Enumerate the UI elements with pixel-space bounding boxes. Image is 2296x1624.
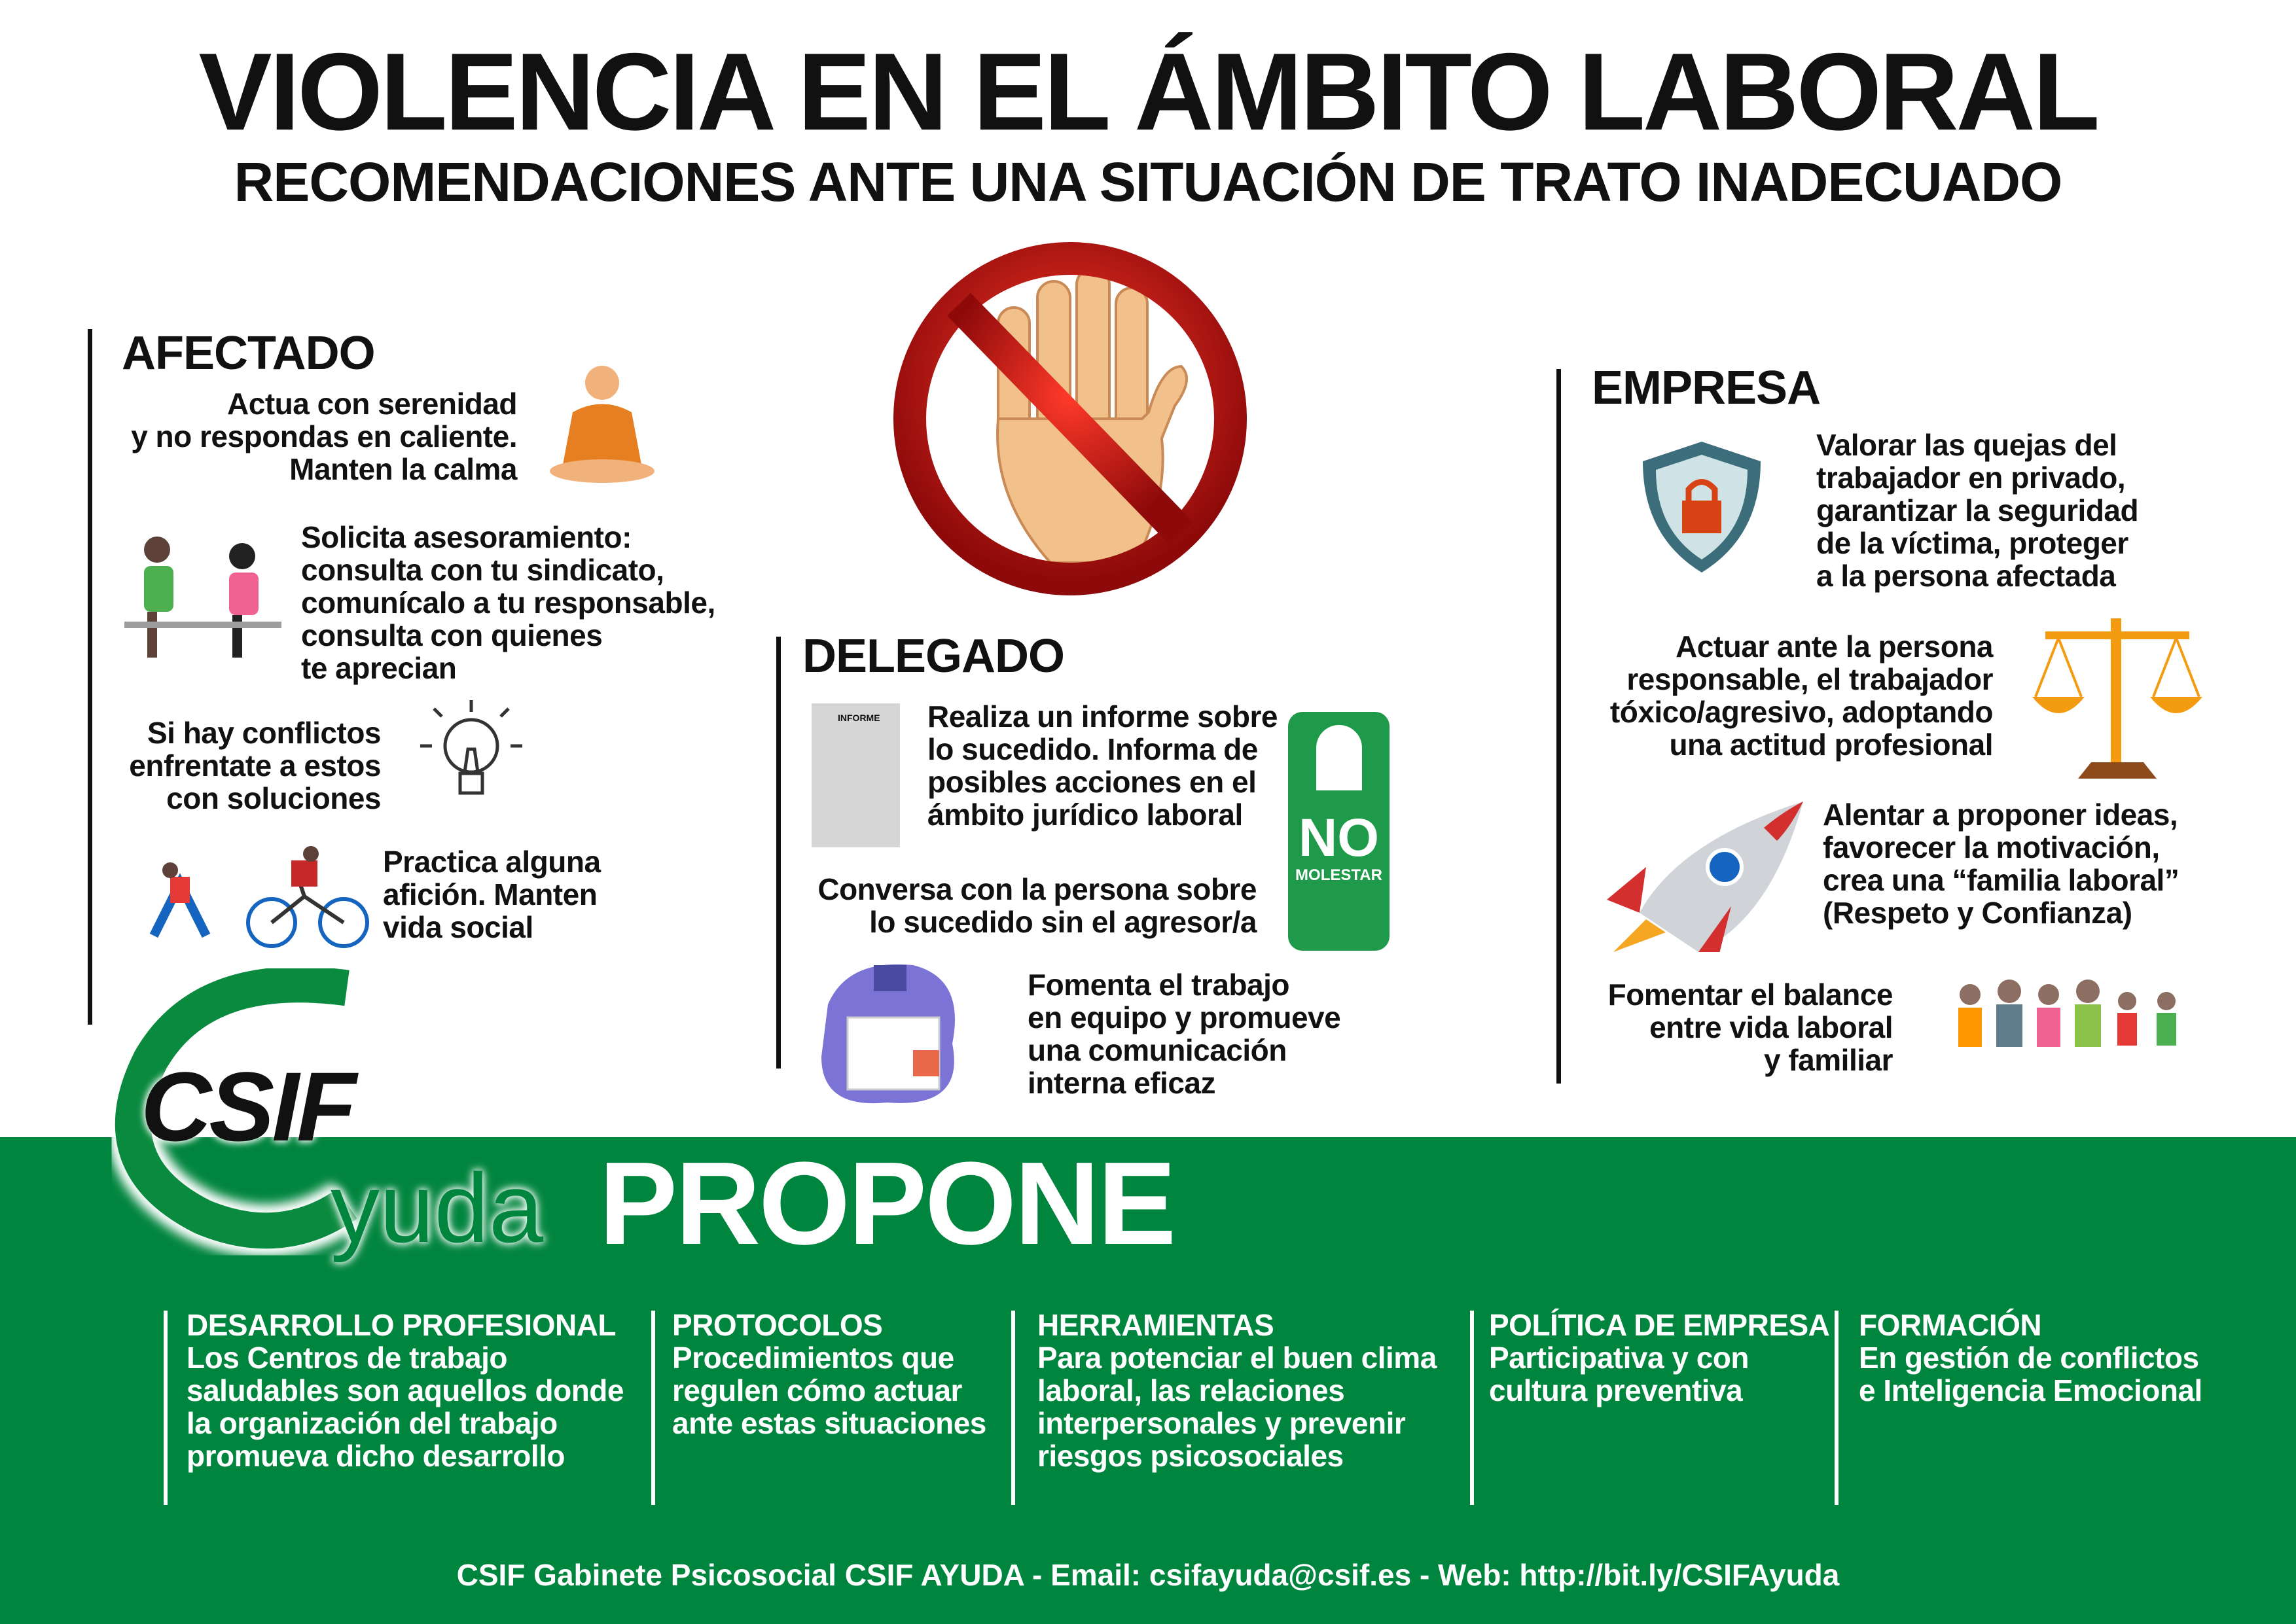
lightbulb-icon (416, 694, 527, 818)
proposal-politica (1489, 1309, 1829, 1407)
ayuda-logo-text: yuda (331, 1153, 544, 1263)
sport-icon (141, 844, 376, 949)
empresa-item-text: Alentar a proponer ideas, favorecer la motivación, crea una “familia laboral” (Respeto y Confianza) (1823, 798, 2179, 930)
family-icon (1950, 975, 2186, 1073)
shield-lock-icon (1636, 438, 1767, 576)
report-icon (812, 703, 900, 847)
empresa-heading: EMPRESA (1592, 362, 1821, 414)
proposal-title: PROTOCOLOS (672, 1308, 883, 1342)
csif-logo-text: CSIF (141, 1051, 354, 1161)
page-title: VIOLENCIA EN EL ÁMBITO LABORAL (198, 30, 2098, 153)
footer-contact: CSIF Gabinete Psicosocial CSIF AYUDA - Email: csifayuda@csif.es - Web: http://bit.ly/CSIFAyuda (456, 1558, 1840, 1592)
delegado-heading: DELEGADO (802, 630, 1065, 682)
proposal-title: DESARROLLO PROFESIONAL (187, 1308, 617, 1342)
afectado-item-text: Si hay conflictos enfrentate a estos con soluciones (129, 716, 381, 815)
afectado-item-text: Practica alguna afición. Manten vida social (383, 845, 601, 944)
empresa-item-text: Fomentar el balance entre vida laboral y familiar (1607, 978, 1893, 1077)
proposal-divider (164, 1311, 168, 1505)
proposal-title: POLÍTICA DE EMPRESA (1489, 1308, 1830, 1342)
meditation-icon (547, 360, 658, 491)
proposal-protocolos (672, 1309, 986, 1439)
proposal-text: Participativa y con cultura preventiva (1489, 1341, 1749, 1407)
stop-hand-icon (887, 222, 1253, 615)
afectado-divider (88, 329, 92, 1025)
door-hanger-molestar: MOLESTAR (1295, 866, 1382, 884)
proposal-title: FORMACIÓN (1859, 1308, 2042, 1342)
proposal-divider (651, 1311, 655, 1505)
delegado-item-text: Fomenta el trabajo en equipo y promueve una comunicación interna eficaz (1028, 968, 1341, 1100)
delegado-item-text: Conversa con la persona sobre lo sucedido sin el agresor/a (817, 872, 1257, 939)
afectado-item-text: Actua con serenidad y no respondas en caliente. Manten la calma (131, 387, 517, 486)
report-label: INFORME (838, 713, 880, 723)
proposal-divider (1470, 1311, 1474, 1505)
scales-icon (2026, 605, 2209, 788)
delegado-divider (776, 637, 781, 1068)
proposal-text: Los Centros de trabajo saludables son aquellos donde la organización del trabajo promueva dicho desarrollo (187, 1341, 624, 1473)
proposal-formacion (1859, 1309, 2202, 1407)
page-subtitle: RECOMENDACIONES ANTE UNA SITUACIÓN DE TRATO INADECUADO (234, 151, 2062, 213)
proposal-herramientas (1037, 1309, 1437, 1472)
proposal-text: En gestión de conflictos e Inteligencia Emocional (1859, 1341, 2202, 1407)
conversation-icon (124, 523, 281, 674)
proposal-divider (1011, 1311, 1015, 1505)
rocket-icon (1600, 802, 1810, 952)
empresa-item-text: Actuar ante la persona responsable, el trabajador tóxico/agresivo, adoptando una actitud profesional (1609, 629, 1993, 762)
empresa-item-text: Valorar las quejas del trabajador en privado, garantizar la seguridad de la víctima, proteger a la persona afectada (1816, 428, 2139, 593)
door-hanger-no: NO (1299, 808, 1379, 868)
proposal-title: HERRAMIENTAS (1037, 1308, 1274, 1342)
afectado-item-text: Solicita asesoramiento: consulta con tu sindicato, comunícalo a tu responsable, consulta con quienes te aprecian (301, 520, 715, 685)
teamwork-icon (808, 952, 972, 1116)
afectado-heading: AFECTADO (122, 327, 375, 380)
delegado-item-text: Realiza un informe sobre lo sucedido. Informa de posibles acciones en el ámbito jurídico laboral (927, 699, 1278, 832)
door-hanger-icon (1288, 712, 1390, 951)
proposal-desarrollo (187, 1309, 624, 1472)
propone-title: PROPONE (599, 1138, 1175, 1269)
proposal-text: Para potenciar el buen clima laboral, las relaciones interpersonales y prevenir riesgos psicosociales (1037, 1341, 1437, 1473)
proposal-text: Procedimientos que regulen cómo actuar ante estas situaciones (672, 1341, 986, 1440)
proposal-divider (1835, 1311, 1839, 1505)
